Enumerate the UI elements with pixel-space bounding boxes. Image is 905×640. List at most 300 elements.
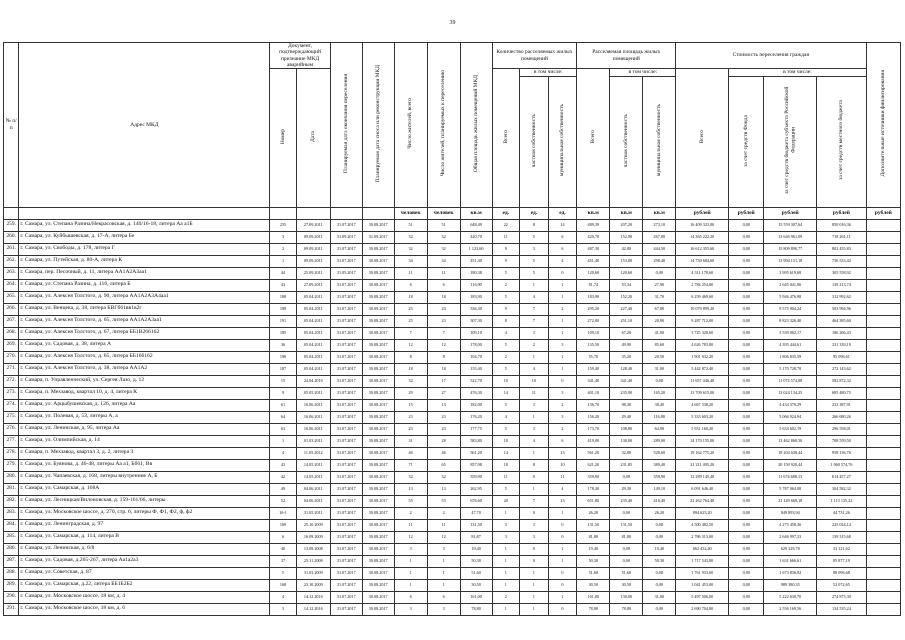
cost-subject-cell: 11 674 688,13 (764, 471, 817, 483)
count-private-cell: 3 (520, 519, 549, 531)
doc-number-cell: 189 (270, 303, 296, 315)
area-total-cell: 159,40 (577, 363, 610, 375)
area-total-cell: 55,70 (577, 351, 610, 363)
area-total-cell: 487,30 (577, 243, 610, 255)
planned-end-cell: 31.07.2017 (330, 555, 362, 567)
row-number: 283. (4, 507, 19, 519)
area-total-cell: 109,10 (577, 327, 610, 339)
count-private-cell: 7 (520, 303, 549, 315)
cost-total-cell: 5 442 872,40 (676, 363, 729, 375)
doc-date-cell: 25.10.2009 (296, 519, 330, 531)
units-row (4, 207, 901, 219)
area-total-cell: 561,20 (577, 447, 610, 459)
count-total-cell: 2 (492, 351, 520, 363)
total-area-cell: 307,30 (460, 315, 492, 327)
cost-subject-cell: 4 395 444,61 (764, 339, 817, 351)
cost-local-cell: 95 096,61 (817, 351, 867, 363)
residents-planned-cell: 3 (427, 543, 460, 555)
residents-total-cell: 34 (394, 255, 427, 267)
doc-date-cell: 25.11.2008 (296, 555, 330, 567)
doc-date-cell: 16.09.2009 (296, 531, 330, 543)
area-municipal-cell: 416,40 (643, 495, 676, 507)
cost-subject-cell: 3 995 619,68 (764, 267, 817, 279)
cost-subject-cell: 13 024 134,25 (764, 387, 817, 399)
doc-date-cell: 14.12.2016 (296, 603, 330, 615)
area-municipal-cell: 0,00 (643, 531, 676, 543)
additional-cell (866, 543, 900, 555)
residents-total-cell: 32 (394, 375, 427, 387)
planned-demolition-cell: 30.08.2017 (362, 267, 394, 279)
area-private-cell: 341,40 (610, 375, 643, 387)
table-row (4, 435, 901, 447)
cost-fund-cell: 0,00 (729, 603, 764, 615)
doc-date-cell: 14.05.2011 (296, 459, 330, 471)
count-municipal-cell: 1 (548, 543, 577, 555)
planned-demolition-cell: 30.08.2017 (362, 339, 394, 351)
address-cell: г. Самара, ул. Московское шоссе, д. 270, стр. 6, литеры Ф, Ф1, Ф2, ф, ф2 (19, 507, 270, 519)
residents-planned-cell: 8 (427, 351, 460, 363)
cost-subject-cell: 5 222 630,70 (764, 591, 817, 603)
count-municipal-cell: 0 (548, 579, 577, 591)
table-row (4, 495, 901, 507)
col-count-group: Количество расселяемых жилых помещений (492, 43, 577, 69)
cost-total-cell: 9 287 712,00 (676, 315, 729, 327)
area-municipal-cell: 31,00 (643, 363, 676, 375)
table-row (4, 471, 901, 483)
residents-planned-cell: 18 (427, 291, 460, 303)
count-municipal-cell: 2 (548, 423, 577, 435)
count-private-cell: 1 (520, 483, 549, 495)
cost-local-cell: 802 455,83 (817, 243, 867, 255)
doc-date-cell: 01.03.2011 (296, 435, 330, 447)
residents-planned-cell: 32 (427, 243, 460, 255)
residents-planned-cell: 13 (427, 483, 460, 495)
table-row (4, 231, 901, 243)
planned-demolition-cell: 30.08.2017 (362, 423, 394, 435)
cost-fund-cell: 0,00 (729, 495, 764, 507)
residents-planned-cell: 11 (427, 519, 460, 531)
address-cell: г. Самара, ул. Самарская, д. 168А (19, 483, 270, 495)
cost-subject-cell: 13 646 961,09 (764, 231, 817, 243)
residents-total-cell: 13 (394, 483, 427, 495)
residents-planned-cell: 12 (427, 531, 460, 543)
residents-planned-cell: 27 (427, 387, 460, 399)
area-private-cell: 81,80 (610, 531, 643, 543)
address-cell: г. Самара, ул. Ленинская, д. 6/8 (19, 543, 270, 555)
area-total-cell: 50,30 (577, 555, 610, 567)
col-area-private: частная собственность (610, 76, 643, 207)
count-total-cell: 1 (492, 543, 520, 555)
count-private-cell: 1 (520, 591, 549, 603)
planned-end-cell: 31.07.2017 (330, 375, 362, 387)
unit-sqm: кв.м (643, 207, 676, 219)
planned-end-cell: 31.05.2017 (330, 267, 362, 279)
address-cell: г. Самара, ул. Алексея Толстого, д. 67, литера ББ1В266162 (19, 327, 270, 339)
count-private-cell: 8 (520, 219, 549, 231)
cost-fund-cell: 0,00 (729, 531, 764, 543)
table-row (4, 507, 901, 519)
planned-end-cell: 31.07.2017 (330, 519, 362, 531)
doc-number-cell: 43 (270, 279, 296, 291)
area-private-cell: 0,00 (610, 507, 643, 519)
cost-total-cell: 16 612 355,60 (676, 243, 729, 255)
planned-demolition-cell: 30.08.2017 (362, 375, 394, 387)
address-cell: г. Самара, ул. Алексея Толстого, д. 65, литера АА1А2А3аа1 (19, 315, 270, 327)
planned-demolition-cell: 30.08.2017 (362, 567, 394, 579)
area-private-cell: 35,20 (610, 351, 643, 363)
count-total-cell: 2 (492, 279, 520, 291)
cost-subject-cell: 9 575 904,24 (764, 303, 817, 315)
resettlement-table (3, 42, 901, 616)
planned-demolition-cell: 30.08.2017 (362, 327, 394, 339)
cost-subject-cell: 5 066 924,94 (764, 411, 817, 423)
total-area-cell: 561,20 (460, 447, 492, 459)
area-private-cell: 231,85 (610, 459, 643, 471)
col-planned-end: Планируемая дата окончания переселения (330, 43, 362, 208)
total-area-cell: 336,30 (460, 303, 492, 315)
count-private-cell: 3 (520, 327, 549, 339)
area-municipal-cell: 26,20 (643, 507, 676, 519)
residents-planned-cell: 51 (427, 219, 460, 231)
additional-cell (866, 315, 900, 327)
area-private-cell: 0,00 (610, 555, 643, 567)
count-municipal-cell: 3 (548, 411, 577, 423)
cost-subject-cell: 15 559 307,64 (764, 219, 817, 231)
count-private-cell: 4 (520, 363, 549, 375)
residents-total-cell: 32 (394, 243, 427, 255)
area-private-cell: 130,00 (610, 591, 643, 603)
area-municipal-cell: 31,70 (643, 291, 676, 303)
cost-total-cell: 894 625,20 (676, 507, 729, 519)
doc-date-cell: 31.03.2009 (296, 567, 330, 579)
additional-cell (866, 255, 900, 267)
area-private-cell: 207,20 (610, 219, 643, 231)
cost-total-cell: 10 079 899,20 (676, 303, 729, 315)
doc-date-cell: 09.09.2011 (296, 255, 330, 267)
total-area-cell: 161,00 (460, 591, 492, 603)
col-doc-date: Дата (296, 69, 330, 207)
area-private-cell: 98,30 (610, 399, 643, 411)
col-count-municipal: муниципальная собственность (548, 76, 577, 207)
cost-subject-cell: 8 823 326,40 (764, 315, 817, 327)
cost-subject-cell: 21 149 669,18 (764, 495, 817, 507)
count-total-cell: 5 (492, 363, 520, 375)
total-area-cell: 262,95 (460, 483, 492, 495)
table-row (4, 579, 901, 591)
cost-total-cell: 5 931 160,20 (676, 423, 729, 435)
row-number: 262. (4, 255, 19, 267)
row-number: 265. (4, 291, 19, 303)
doc-date-cell: 05.04.2011 (296, 303, 330, 315)
planned-demolition-cell: 30.08.2017 (362, 315, 394, 327)
unit-rub: рублей (729, 207, 764, 219)
cost-total-cell: 19 162 775,20 (676, 447, 729, 459)
count-municipal-cell: 13 (548, 447, 577, 459)
doc-number-cell: 3 (270, 603, 296, 615)
residents-planned-cell: 32 (427, 231, 460, 243)
planned-end-cell: 31.07.2017 (330, 603, 362, 615)
cost-fund-cell: 0,00 (729, 507, 764, 519)
count-municipal-cell: 1 (548, 363, 577, 375)
cost-fund-cell: 0,00 (729, 519, 764, 531)
col-count-private: частная собственность (520, 76, 549, 207)
cost-subject-cell: 5 787 064,08 (764, 483, 817, 495)
cost-total-cell: 12 289 145,40 (676, 471, 729, 483)
doc-date-cell: 05.04.2011 (296, 315, 330, 327)
cost-subject-cell: 20 150 920,44 (764, 459, 817, 471)
cost-fund-cell: 0,00 (729, 327, 764, 339)
col-planned-demolition: Планируемая дата сноса или реконструкции МКД (362, 43, 394, 208)
table-row (4, 603, 901, 615)
col-area-total: Всего (577, 69, 610, 207)
additional-cell (866, 399, 900, 411)
planned-demolition-cell: 30.08.2017 (362, 591, 394, 603)
address-cell: г. Самара, ул. Путейская, д. 80-А, литера К (19, 255, 270, 267)
count-total-cell: 9 (492, 303, 520, 315)
doc-date-cell: 16.06.2011 (296, 399, 330, 411)
count-municipal-cell: 13 (548, 495, 577, 507)
count-municipal-cell: 3 (548, 339, 577, 351)
planned-demolition-cell: 30.08.2017 (362, 579, 394, 591)
count-municipal-cell: 0 (548, 519, 577, 531)
cost-fund-cell: 0,00 (729, 459, 764, 471)
additional-cell (866, 591, 900, 603)
planned-demolition-cell: 30.08.2017 (362, 447, 394, 459)
address-cell: г. Самара, ул. Садовая, д.265-267, литера Аа1а2а3 (19, 555, 270, 567)
count-total-cell: 1 (492, 579, 520, 591)
planned-end-cell: 31.07.2017 (330, 243, 362, 255)
count-total-cell: 14 (492, 447, 520, 459)
count-municipal-cell: 1 (548, 555, 577, 567)
cost-local-cell: 225 024,14 (817, 519, 867, 531)
row-number: 264. (4, 279, 19, 291)
cost-total-cell: 16 409 323,00 (676, 219, 729, 231)
table-row (4, 543, 901, 555)
planned-demolition-cell: 31.09.2017 (362, 231, 394, 243)
cost-fund-cell: 0,00 (729, 375, 764, 387)
residents-planned-cell: 7 (427, 327, 460, 339)
planned-demolition-cell: 30.08.2017 (362, 255, 394, 267)
planned-end-cell: 31.07.2017 (330, 219, 362, 231)
count-private-cell: 7 (520, 315, 549, 327)
count-private-cell: 3 (520, 243, 549, 255)
residents-planned-cell: 2 (427, 507, 460, 519)
residents-total-cell: 25 (394, 315, 427, 327)
residents-total-cell: 7 (394, 327, 427, 339)
planned-end-cell: 31.07.2017 (330, 579, 362, 591)
doc-number-cell: 44 (270, 267, 296, 279)
residents-planned-cell: 46 (427, 447, 460, 459)
additional-cell (866, 519, 900, 531)
planned-demolition-cell: 30.08.2017 (362, 459, 394, 471)
table-row (4, 339, 901, 351)
address-cell: г. Самара, п. Мехзавод, квартал 3, д. 2, литера З (19, 447, 270, 459)
residents-total-cell: 32 (394, 231, 427, 243)
table-row (4, 399, 901, 411)
total-area-cell: 583,80 (460, 435, 492, 447)
count-private-cell: 11 (520, 387, 549, 399)
count-total-cell: 10 (492, 435, 520, 447)
address-cell: г. Самара, ул. Самарская, д. 114, литера В (19, 531, 270, 543)
table-row (4, 363, 901, 375)
total-area-cell: 177,75 (460, 423, 492, 435)
area-private-cell: 235,90 (610, 387, 643, 399)
area-total-cell: 81,80 (577, 531, 610, 543)
address-cell: г. Самара, пер. Песочный, д. 11, литера АА1А2А3аа1 (19, 267, 270, 279)
cost-fund-cell: 0,00 (729, 243, 764, 255)
table-row (4, 567, 901, 579)
residents-total-cell: 18 (394, 291, 427, 303)
area-total-cell: 156,20 (577, 411, 610, 423)
residents-total-cell: 46 (394, 447, 427, 459)
cost-subject-cell: 1 631 666,61 (764, 555, 817, 567)
cost-subject-cell: 989 380,35 (764, 579, 817, 591)
residents-total-cell: 11 (394, 519, 427, 531)
row-number: 269. (4, 339, 19, 351)
residents-planned-cell: 6 (427, 279, 460, 291)
area-municipal-cell: 0,00 (643, 267, 676, 279)
doc-date-cell: 24.04.2010 (296, 375, 330, 387)
area-total-cell: 295,20 (577, 303, 610, 315)
cost-total-cell: 5 497 506,00 (676, 591, 729, 603)
cost-total-cell: 6 091 646,40 (676, 483, 729, 495)
residents-total-cell: 3 (394, 543, 427, 555)
residents-planned-cell: 18 (427, 363, 460, 375)
area-municipal-cell: 389,40 (643, 459, 676, 471)
total-area-cell: 51,60 (460, 567, 492, 579)
additional-cell (866, 483, 900, 495)
doc-number-cell: 4 (270, 591, 296, 603)
planned-demolition-cell: 30.08.2017 (362, 531, 394, 543)
residents-total-cell: 1 (394, 555, 427, 567)
area-total-cell: 81,74 (577, 279, 610, 291)
cost-local-cell: 503 994,96 (817, 303, 867, 315)
cost-total-cell: 1 717 543,80 (676, 555, 729, 567)
cost-local-cell: 52 072,65 (817, 579, 867, 591)
count-private-cell: 0 (520, 555, 549, 567)
total-area-cell: 47,70 (460, 507, 492, 519)
planned-end-cell: 31.07.2017 (330, 495, 362, 507)
col-count-including: в том числе: (520, 69, 577, 76)
area-private-cell: 152,90 (610, 231, 643, 243)
count-total-cell: 3 (492, 519, 520, 531)
planned-demolition-cell: 30.08.2017 (362, 291, 394, 303)
count-private-cell: 1 (520, 351, 549, 363)
count-total-cell: 1 (492, 567, 520, 579)
total-area-cell: 648,49 (460, 219, 492, 231)
area-municipal-cell: 0,00 (643, 519, 676, 531)
doc-number-cell: 190 (270, 351, 296, 363)
additional-cell (866, 243, 900, 255)
count-total-cell: 18 (492, 459, 520, 471)
area-total-cell: 419,00 (577, 435, 610, 447)
doc-date-cell: 27.09.2011 (296, 219, 330, 231)
area-total-cell: 161,00 (577, 591, 610, 603)
planned-demolition-cell: 30.08.2017 (362, 387, 394, 399)
residents-planned-cell: 28 (427, 435, 460, 447)
cost-fund-cell: 0,00 (729, 219, 764, 231)
total-area-cell: 359,90 (460, 471, 492, 483)
total-area-cell: 104,70 (460, 351, 492, 363)
planned-demolition-cell: 30.08.2017 (362, 279, 394, 291)
area-private-cell: 30,50 (610, 579, 643, 591)
count-total-cell: 9 (492, 255, 520, 267)
table-row (4, 243, 901, 255)
planned-demolition-cell: 30.08.2017 (362, 435, 394, 447)
planned-end-cell: 31.07.2017 (330, 315, 362, 327)
area-municipal-cell: 273,10 (643, 219, 676, 231)
col-doc-number: Номер (270, 69, 296, 207)
count-municipal-cell: 14 (548, 219, 577, 231)
planned-demolition-cell: 30.08.2017 (362, 543, 394, 555)
row-number: 261. (4, 243, 19, 255)
planned-end-cell: 31.07.2017 (330, 483, 362, 495)
planned-demolition-cell: 30.08.2017 (362, 243, 394, 255)
cost-local-cell: 850 016,36 (817, 219, 867, 231)
area-total-cell: 341,40 (577, 375, 610, 387)
cost-subject-cell: 15 809 890,77 (764, 243, 817, 255)
cost-local-cell: 718 261,11 (817, 231, 867, 243)
area-total-cell: 135,50 (577, 339, 610, 351)
doc-date-cell: 05.04.2011 (296, 363, 330, 375)
additional-cell (866, 471, 900, 483)
residents-planned-cell: 32 (427, 471, 460, 483)
planned-end-cell: 31.07.2017 (330, 399, 362, 411)
count-private-cell: 5 (520, 231, 549, 243)
total-area-cell: 131,50 (460, 519, 492, 531)
cost-subject-cell: 11 074 574,08 (764, 375, 817, 387)
area-municipal-cell: 0,00 (643, 603, 676, 615)
table-row (4, 351, 901, 363)
residents-total-cell: 3 (394, 603, 427, 615)
planned-demolition-cell: 30.08.2017 (362, 495, 394, 507)
residents-planned-cell: 12 (427, 339, 460, 351)
count-private-cell: 1 (520, 579, 549, 591)
row-number: 287. (4, 555, 19, 567)
cost-total-cell: 3 725 328,60 (676, 327, 729, 339)
area-private-cell: 29,40 (610, 411, 643, 423)
additional-cell (866, 219, 900, 231)
count-total-cell: 20 (492, 495, 520, 507)
address-cell: г. Самара, ул. Московское шоссе, 18 км, д. 6 (19, 603, 270, 615)
cost-local-cell: 582 872,32 (817, 375, 867, 387)
row-number: 259. (4, 219, 19, 231)
cost-local-cell: 685 480,75 (817, 387, 867, 399)
additional-cell (866, 423, 900, 435)
doc-date-cell: 04.06.2011 (296, 483, 330, 495)
count-total-cell: 3 (492, 531, 520, 543)
doc-number-cell: 49 (270, 483, 296, 495)
area-municipal-cell: 41,90 (643, 327, 676, 339)
count-total-cell: 5 (492, 291, 520, 303)
area-private-cell: 152,20 (610, 291, 643, 303)
cost-local-cell: 304 582,32 (817, 483, 867, 495)
doc-date-cell: 31.05.2011 (296, 507, 330, 519)
residents-total-cell: 55 (394, 495, 427, 507)
area-municipal-cell: 20,50 (643, 351, 676, 363)
area-total-cell: 26,20 (577, 507, 610, 519)
table-row (4, 267, 901, 279)
doc-date-cell: 13.09.2008 (296, 543, 330, 555)
planned-end-cell: 31.07.2017 (330, 387, 362, 399)
count-total-cell: 5 (492, 483, 520, 495)
planned-demolition-cell: 30.08.2017 (362, 363, 394, 375)
count-municipal-cell: 0 (548, 267, 577, 279)
cost-local-cell: 736 533,42 (817, 255, 867, 267)
cost-subject-cell: 629 329,78 (764, 543, 817, 555)
area-municipal-cell: 67,80 (643, 303, 676, 315)
planned-end-cell: 31.07.2017 (330, 255, 362, 267)
